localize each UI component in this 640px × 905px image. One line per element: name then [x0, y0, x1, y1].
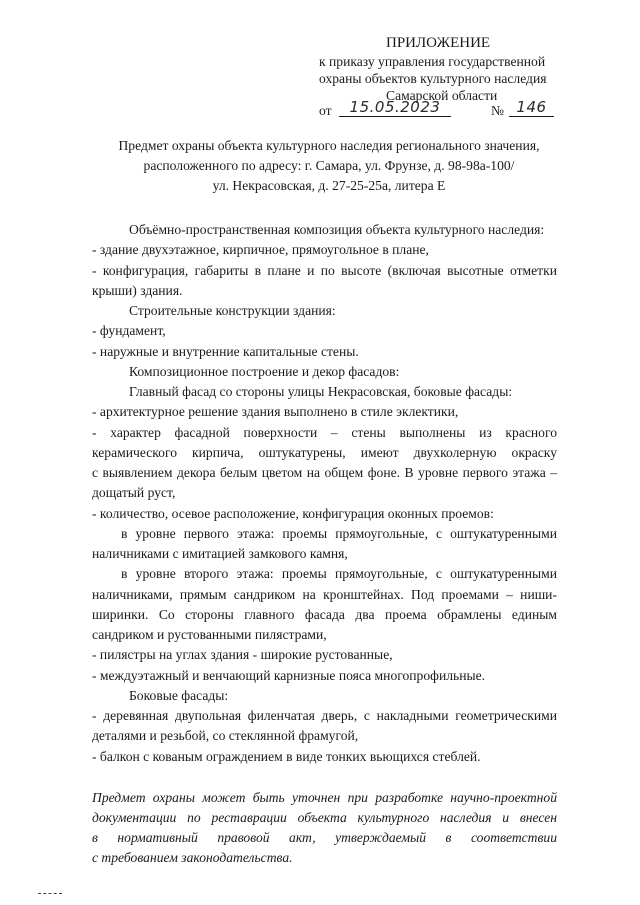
body-line: - фундамент,	[92, 323, 166, 338]
body-line: - междуэтажный и венчающий карнизные пояса многопрофильные.	[92, 668, 486, 683]
date-prefix: от	[319, 103, 332, 118]
note-line: в нормативный правовой акт, утверждаемый в соответствии	[92, 830, 557, 845]
header-line-1: к приказу управления государственной	[319, 54, 546, 69]
note-line: Предмет охраны может быть уточнен при разработке научно-проектной	[92, 790, 557, 805]
heading-line-3: ул. Некрасовская, д. 27-25-25а, литера Е	[212, 178, 446, 193]
appendix-title: ПРИЛОЖЕНИЕ	[386, 35, 491, 51]
body-line: наличниками с имитацией замкового камня,	[92, 546, 348, 561]
note-line: документации по реставрации объекта культурного наследия и внесен	[92, 810, 557, 825]
body-line: в уровне первого этажа: проемы прямоугольные, с оштукатуренными	[121, 526, 557, 541]
date-field	[339, 98, 451, 117]
body-line: в уровне второго этажа: проемы прямоугольные, с оштукатуренными	[121, 566, 557, 581]
header-line-2: охраны объектов культурного наследия	[319, 71, 547, 86]
footer-divider	[38, 893, 62, 894]
body-line: - балкон с кованым ограждением в виде тонких вьющихся стеблей.	[92, 749, 481, 764]
body-line: дощатый руст,	[92, 485, 176, 500]
heading-line-2: расположенного по адресу: г. Самара, ул. Фрунзе, д. 98-98а-100/	[143, 158, 515, 173]
body-line: - наружные и внутренние капитальные стены.	[92, 344, 359, 359]
body-line: ширинки. Со стороны главного фасада два проема обрамлены единым	[92, 607, 557, 622]
body-line: крыши) здания.	[92, 283, 183, 298]
body-line: Объёмно-пространственная композиция объекта культурного наследия:	[129, 222, 545, 237]
note-line: с требованием законодательства.	[92, 850, 293, 865]
body-line: - пилястры на углах здания - широкие рустованные,	[92, 647, 393, 662]
handwritten-date: 15.05.2023	[339, 98, 451, 117]
body-line: наличниками, прямым сандриком на кронштейнах. Под проемами – ниши-	[92, 587, 557, 602]
body-line: Боковые фасады:	[129, 688, 229, 703]
number-field	[509, 98, 554, 117]
header-line-3: Самарской области	[386, 88, 498, 103]
body-line: - конфигурация, габариты в плане и по высоте (включая высотные отметки	[92, 263, 557, 278]
body-line: с выявлением декора белым цветом на общем фоне. В уровне первого этажа –	[92, 465, 557, 480]
heading-line-1: Предмет охраны объекта культурного наследия регионального значения,	[118, 138, 540, 153]
body-line: - количество, осевое расположение, конфигурация оконных проемов:	[92, 506, 494, 521]
number-prefix: №	[491, 103, 504, 118]
body-line: - характер фасадной поверхности – стены выполнены из красного	[92, 425, 557, 440]
body-line: - деревянная двупольная филенчатая дверь, с накладными геометрическими	[92, 708, 557, 723]
body-line: Строительные конструкции здания:	[129, 303, 336, 318]
handwritten-number: 146	[509, 98, 554, 117]
body-line: сандриком и рустованными пилястрами,	[92, 627, 327, 642]
body-line: деталями и резьбой, со стеклянной фрамугой,	[92, 728, 359, 743]
body-line: керамического кирпича, оштукатурены, имеют двухколерную окраску	[92, 445, 557, 460]
body-line: - архитектурное решение здания выполнено в стиле эклектики,	[92, 404, 459, 419]
body-line: Композиционное построение и декор фасадов:	[129, 364, 400, 379]
body-line: - здание двухэтажное, кирпичное, прямоугольное в плане,	[92, 242, 429, 257]
body-line: Главный фасад со стороны улицы Некрасовская, боковые фасады:	[129, 384, 513, 399]
